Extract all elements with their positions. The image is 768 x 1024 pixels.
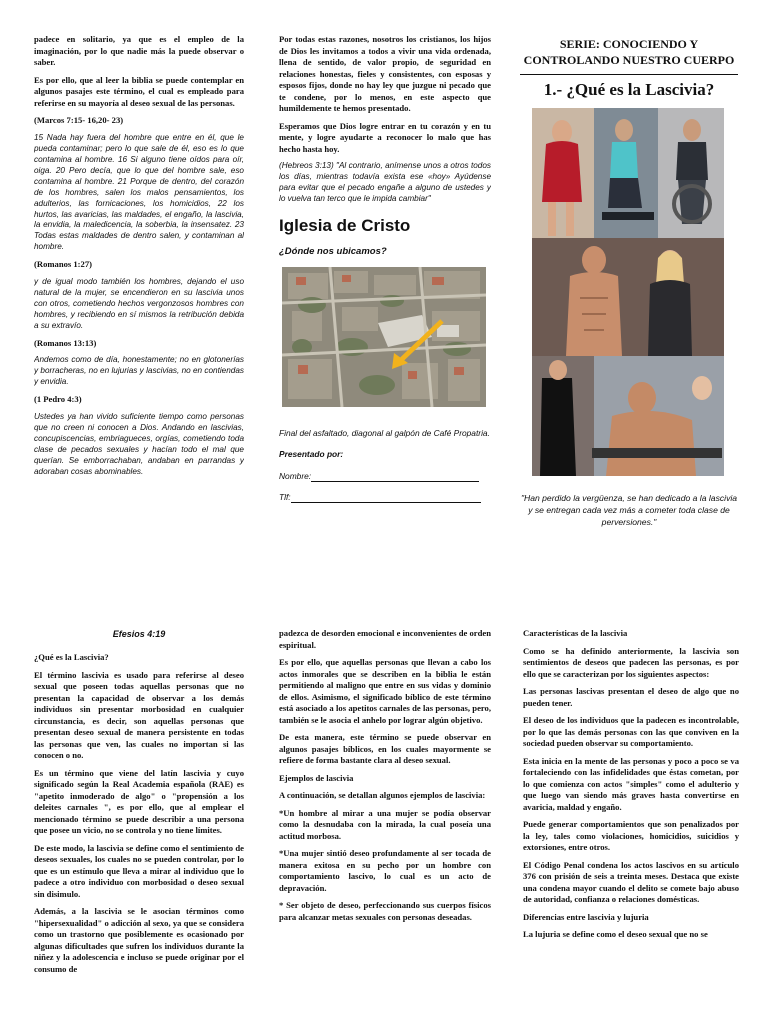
column-scripture	[34, 34, 244, 564]
example-item: *Un hombre al mirar a una mujer se podía observar como la desnudaba con la mirada, la cual poseía una actitud morbosa.	[279, 807, 491, 841]
location-heading: ¿Dónde nos ubicamos?	[279, 245, 387, 257]
question-heading: ¿Qué es la Lascivia?	[34, 652, 109, 663]
bible-verse: (Hebreos 3:13) "Al contrario, anímense unos a otros todos los días, mientras todavía exista ese «hoy» Ayúdense para evitar que el pecado engañe a alguno de ustedes y lo vuelva tan terco que le impida cambiar"	[279, 161, 491, 204]
paragraph: Puede generar comportamientos que son penalizados por la ley, tales como violaciones, homicidios, suicidios y extorsiones, entre otros.	[523, 819, 739, 853]
paragraph: padezca de desorden emocional e inconvenientes de orden espiritual.	[279, 628, 491, 650]
directions-text: Final del asfaltado, diagonal al galpón de Café Propatria.	[279, 428, 490, 439]
name-blank-line	[311, 472, 479, 482]
cover-collage-image	[532, 108, 724, 476]
series-title: SERIE: CONOCIENDO Y CONTROLANDO NUESTRO CUERPO	[523, 37, 735, 68]
example-item: * Ser objeto de deseo, perfeccionando sus cuerpos físicos para alcanzar metas sexuales con personas deseadas.	[279, 900, 491, 922]
cover-title: 1.- ¿Qué es la Lascivia?	[543, 80, 715, 100]
church-name: Iglesia de Cristo	[279, 216, 411, 236]
subheading: Diferencias entre lascivia y lujuria	[523, 911, 649, 922]
paragraph: padece en solitario, ya que es el empleo de la imaginación, por lo que nadie más la puede observar o saber.	[34, 34, 244, 68]
phone-line	[279, 492, 491, 503]
paragraph: Como se ha definido anteriormente, la lascivia son sentimientos de deseos que padecen las personas, es por ello que se caracterizan por los siguientes aspectos:	[523, 645, 739, 679]
name-label: Nombre:	[279, 470, 312, 481]
paragraph: Además, a la lascivia se le asocian términos como "hipersexualidad" o adicción al sexo, ya que se considera como un trastorno que posiblemente es ocasionado por algunas dificultades que sufren los individuos durante la niñez y la adolescencia e incluso se puede originar por el consumo de	[34, 906, 244, 974]
column-definition	[34, 628, 244, 1024]
paragraph: Esperamos que Dios logre entrar en tu corazón y en tu mente, y logre ayudarte a reconocer lo malo que has hecho hasta hoy.	[279, 120, 491, 154]
bible-reference: (Romanos 13:13)	[34, 337, 97, 348]
paragraph: De este modo, la lascivia se define como el sentimiento de deseos sexuales, los cuales no se pueden controlar, por lo que es un estímulo que lleva a mirar al individuo que lo padece a otro individuo con morbosidad o deseo sexual sin disimulo.	[34, 842, 244, 899]
bible-reference: (Marcos 7:15- 16,20- 23)	[34, 115, 124, 126]
paragraph: Es por ello, que aquellas personas que llevan a cabo los actos inmorales que se describen en la biblia le están permitiendo al maligno que entre en sus vidas y dominio de ellos. Asimismo, el significado bíblico de este término está asociado a los apetitos carnales de las personas, pero, también se le asocia el anhelo por lograr algún objetivo.	[279, 657, 491, 725]
paragraph: De esta manera, este término se puede observar en algunos pasajes bíblicos, en los cuales mayormente se refiere de forma bastante clara al deseo sexual.	[279, 732, 491, 766]
paragraph: El término lascivia es usado para referirse al deseo sexual que poseen todas aquellas personas que no presentan la capacidad de observar a los demás individuos sin presentar morbosidad en cualquier circunstancia, es decir, son aquellas personas que presentan deseo sexual de manera persistente en todas las personas que ven, las cuales no importan si las conocen o no.	[34, 669, 244, 761]
paragraph: Las personas lascivas presentan el deseo de algo que no pueden tener.	[523, 686, 739, 708]
paragraph: Es un término que viene del latín lascivia y cuyo significado según la Real Academia española (RAE) es "apetito inmoderado de algo" o "propensión a los deleites carnales ", es por ello, que al emplear el mencionado término se puede describir a una persona que posee un vicio, no se controla y no tiene límites.	[34, 767, 244, 836]
column-examples	[279, 628, 491, 1024]
paragraph: Es por ello, que al leer la biblia se puede contemplar en algunos pasajes este término, el cual es empleado para referirse en su mayoría al deseo sexual de las personas.	[34, 74, 244, 108]
example-item: *Una mujer sintió deseo profundamente al ser tocada de manera exitosa en su pecho por un hombre con comportamiento lascivo, lo cual es un acto de depravación.	[279, 848, 491, 893]
presented-by-label: Presentado por:	[279, 449, 344, 460]
phone-blank-line	[291, 493, 481, 503]
bible-verse: 15 Nada hay fuera del hombre que entre en él, que le pueda contaminar; pero lo que sale de él, eso es lo que contamina al hombre. 16 Si alguno tiene oídos para oír, oiga. 20 Pero decía, que lo que del hombre sale, eso contamina al hombre. 21 Porque de dentro, del corazón de los hombres, salen los malos pensamientos, los adulterios, las fornicaciones, los homicidios, 22 los hurtos, las avaricias, las maldades, el engaño, la lascivia, la envidia, la maledicencia, la soberbia, la insensatez. 23 Todas estas maldades de dentro salen, y contaminan al hombre.	[34, 132, 244, 252]
location-map-image	[282, 267, 486, 407]
subheading: Características de la lascivia	[523, 628, 628, 638]
bible-reference: (1 Pedro 4:3)	[34, 394, 82, 405]
paragraph: Esta inicia en la mente de las personas y poco a poco se va fortaleciendo con las infidelidades que éstas cometan, por lo que comienza con actos "simples" como el adulterio y que luego van siendo más graves hasta convertirse en avaricia, maldad y engaño.	[523, 755, 739, 812]
bible-reference: (Romanos 1:27)	[34, 259, 93, 270]
subheading: Ejemplos de lascivia	[279, 772, 354, 783]
divider	[520, 74, 738, 75]
paragraph: El deseo de los individuos que la padecen es incontrolable, por lo que las demás personas con las que conviven en la sociedad pueden observar su comportamiento.	[523, 715, 739, 749]
cover-quote: "Han perdido la vergüenza, se han dedicado a la lascivia y se entregan cada vez más a cometer toda clase de perversiones."	[520, 492, 738, 527]
column-cover	[520, 34, 738, 564]
paragraph: El Código Penal condena los actos lascivos en su artículo 376 con prisión de seis a treinta meses. Destaca que existe una condena mayor cuando el delito se comete bajo abuso de autoridad, confianza o relaciones domésticas.	[523, 859, 739, 905]
bible-verse: Andemos como de día, honestamente; no en glotonerías y borracheras, no en lujurias y lascivias, no en contiendas y envidia.	[34, 355, 244, 387]
paragraph: Por todas estas razones, nosotros los cristianos, los hijos de Dios les invitamos a todos a vivir una vida ordenada, llena de sentido, de valor propio, de seguridad en relaciones honestas, fieles y consistentes, con esposas y esposos fijos, donde no hay ley que juzgue ni pecado que te condene, por lo menos, en este aspecto que humildemente te hemos presentado.	[279, 34, 491, 114]
name-line	[279, 471, 491, 482]
column-characteristics	[523, 628, 739, 1024]
bible-verse: Ustedes ya han vivido suficiente tiempo como personas que no creen ni conocen a Dios. Andando en lascivias, concupiscencias, embriagueces, orgías, cometiendo toda clase de pecados sexuales y hacían todo el mal que querían. Se emborrachaban, andaban en parrandas y adoraban cosas abominables.	[34, 411, 244, 476]
section-heading: Efesios 4:19	[112, 629, 166, 639]
paragraph: A continuación, se detallan algunos ejemplos de lascivia:	[279, 790, 486, 801]
column-invitation	[279, 34, 491, 564]
paragraph: La lujuria se define como el deseo sexual que no se	[523, 929, 708, 940]
bible-verse: y de igual modo también los hombres, dejando el uso natural de la mujer, se encendieron en su lascivia unos con otros, cometiendo hechos vergonzosos hombres con hombres, y recibiendo en sí mismos la retribución debida a su extravío.	[34, 276, 244, 330]
phone-label: Tlf:	[279, 491, 291, 502]
